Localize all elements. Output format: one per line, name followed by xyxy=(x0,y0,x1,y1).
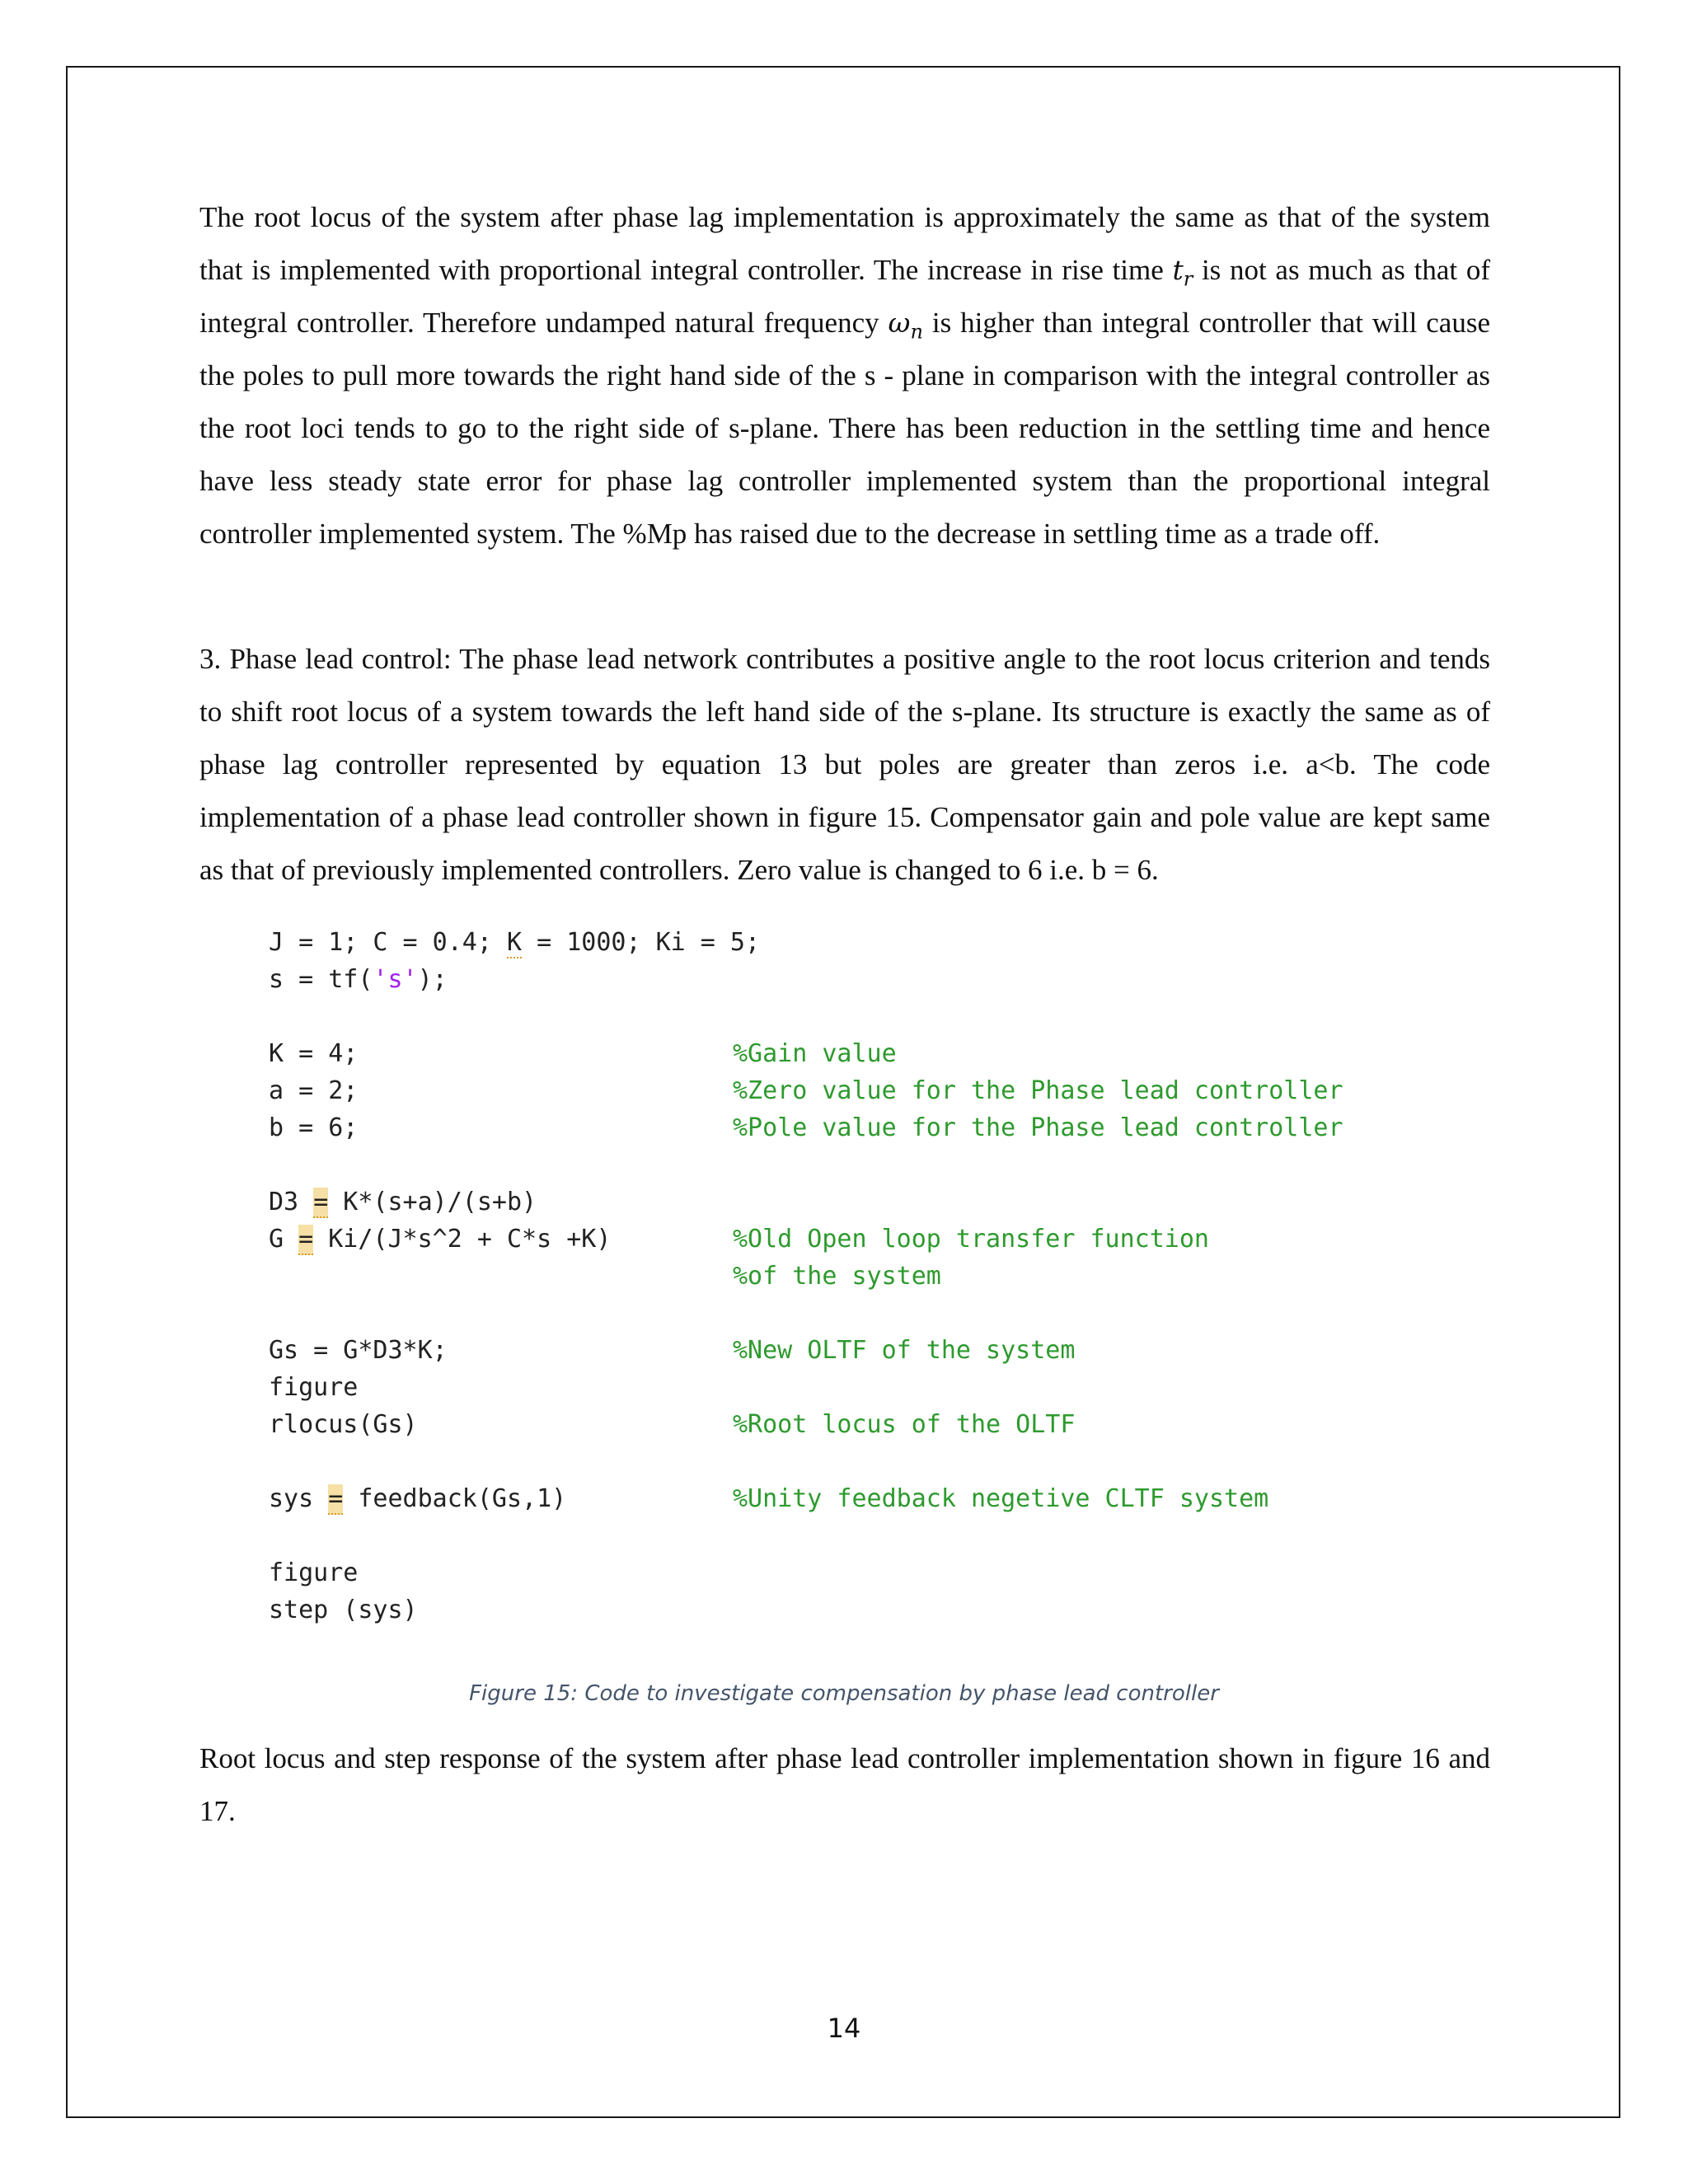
code-text: figure xyxy=(269,1558,359,1587)
page-number: 14 xyxy=(827,2013,861,2044)
rise-time-symbol xyxy=(1172,254,1193,291)
figure-caption: Figure 15: Code to investigate compensation by phase lead controller xyxy=(469,1681,1219,1706)
code-text: D3 xyxy=(269,1188,314,1216)
paragraph-text: The root locus of the system after phase lag implementation is approximately the same as that of the system that is implemented with proportional integral controller. The increase in rise time xyxy=(199,201,1490,286)
code-text: K = 4; xyxy=(269,1039,359,1068)
code-comment: %Unity feedback negetive CLTF system xyxy=(733,1484,1269,1513)
code-text: figure xyxy=(269,1373,359,1402)
code-comment: %Gain value xyxy=(733,1039,897,1068)
code-comment: %of the system xyxy=(733,1262,941,1291)
code-text: J = 1; C = 0.4; xyxy=(269,928,507,957)
code-listing xyxy=(269,924,1464,1641)
paragraph-text: is higher than integral controller that will cause the poles to pull more towards the right hand side of the s - plane in comparison with the integral controller as the root loci tends to go to the right side of s-plane. There has been reduction in the settling time and hence have less steady state error for phase lag controller implemented system than the proportional integral controller implemented system. The %Mp has raised due to the decrease in settling time as a trade off. xyxy=(199,307,1490,550)
code-comment: %Pole value for the Phase lead controller xyxy=(733,1113,1343,1142)
code-text: G xyxy=(269,1225,299,1254)
code-text: b = 6; xyxy=(269,1113,359,1142)
code-warning-marker: = xyxy=(313,1188,329,1216)
code-comment: %New OLTF of the system xyxy=(733,1336,1076,1365)
code-text: Gs = G*D3*K; xyxy=(269,1336,448,1365)
code-comment: %Old Open loop transfer function xyxy=(733,1225,1209,1254)
rise-time-subscript: r xyxy=(1183,267,1193,291)
rise-time-base: t xyxy=(1172,254,1184,286)
code-text: sys xyxy=(269,1484,329,1513)
code-text: = 1000; Ki = 5; xyxy=(522,928,761,957)
paragraph-figure-reference: Root locus and step response of the system after phase lead controller implementation shown in figure 16 and 17. xyxy=(199,1742,1490,1827)
code-text: a = 2; xyxy=(269,1076,359,1105)
code-text: Ki/(J*s^2 + C*s +K) xyxy=(313,1225,612,1254)
code-text: step (sys) xyxy=(269,1596,418,1624)
code-text: feedback(Gs,1) xyxy=(343,1484,567,1513)
code-warning-marker: K xyxy=(506,928,523,957)
natural-frequency-base: ω xyxy=(888,307,911,339)
paragraph-text: is not as much as that of integral controller. Therefore undamped natural frequency xyxy=(199,254,1490,339)
code-comment: %Root locus of the OLTF xyxy=(733,1410,1076,1439)
code-warning-marker: = xyxy=(298,1225,314,1254)
code-text: s = tf( xyxy=(269,965,373,994)
code-string: 's' xyxy=(373,965,418,994)
code-warning-marker: = xyxy=(328,1484,344,1513)
paragraph-phase-lag-discussion xyxy=(199,191,1490,560)
code-text: ); xyxy=(417,965,448,994)
natural-frequency-symbol xyxy=(888,307,923,344)
natural-frequency-subscript: n xyxy=(910,320,923,344)
code-text: K*(s+a)/(s+b) xyxy=(328,1188,537,1216)
code-comment: %Zero value for the Phase lead controller xyxy=(733,1076,1343,1105)
paragraph-phase-lead-control: 3. Phase lead control: The phase lead network contributes a positive angle to the root locus criterion and tends to shift root locus of a system towards the left hand side of the s-plane. Its structure is exactly the same as of phase lag controller represented by equation 13 but poles are greater than zeros i.e. a<b. The code implementation of a phase lead controller shown in figure 15. Compensator gain and pole value are kept same as that of previously implemented controllers. Zero value is changed to 6 i.e. b = 6. xyxy=(199,643,1490,886)
code-text: rlocus(Gs) xyxy=(269,1410,418,1439)
